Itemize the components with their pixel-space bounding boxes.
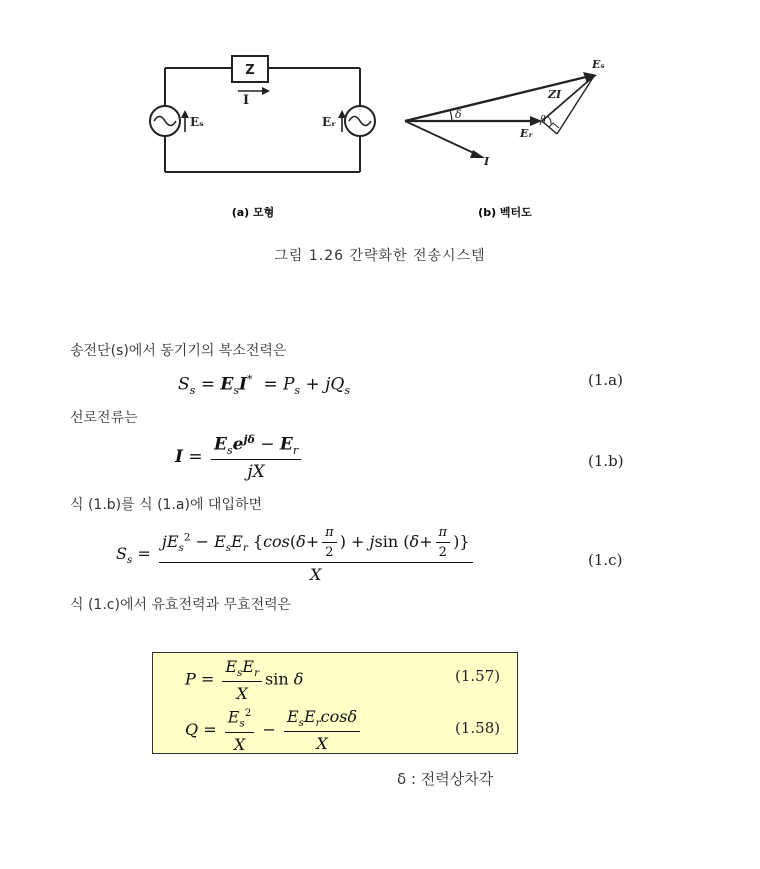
equation-reactive-power: Q = $\frac{E_s^2}{X}$ − $\frac{E_sE_r\cos\delta}{X}$ — [185, 707, 363, 754]
vector-delta-label: δ — [455, 108, 462, 121]
equation-1b: I = $\frac{E_se^{j\delta} - E_r}{jX}$ — [175, 433, 304, 482]
source-right-label: Eᵣ — [322, 115, 337, 129]
equation-reactive-power-number: (1.58) — [455, 719, 501, 737]
paragraph-active-reactive: 식 (1.c)에서 유효전력과 무효전력은 — [70, 597, 292, 613]
delta-definition-note: δ : 전력상차각 — [397, 770, 494, 788]
equation-1a-number: (1.a) — [588, 371, 623, 389]
subfigure-b-label: (b) 벡터도 — [478, 206, 532, 219]
paragraph-line-current: 선로전류는 — [70, 410, 138, 426]
equation-1c: $S_s$ = $jE_s^2 - E_sE_r$ {cos(δ+ $\frac{\pi}{2}$ ) + jsin (δ+ $\frac{\pi}{2}$ )} X — [116, 525, 476, 584]
vector-i-label: I — [484, 155, 490, 168]
vector-beta-label: β — [540, 115, 546, 126]
equation-1a: $S_s = E_sI^* = P_s + jQ_s$ — [178, 373, 351, 398]
vector-zi-label: ZI — [548, 88, 562, 101]
vector-es-label: Eₛ — [592, 58, 605, 71]
equation-active-power-number: (1.57) — [455, 667, 501, 685]
current-label: I — [242, 93, 250, 108]
subfigure-a-label: (a) 모형 — [231, 206, 275, 219]
equation-active-power: P = $\frac{E_sE_r}{X}$ sin δ — [185, 657, 304, 704]
paragraph-complex-power: 송전단(s)에서 동기기의 복소전력은 — [70, 343, 287, 359]
figure-caption: 그림 1.26 간략화한 전송시스템 — [274, 248, 486, 264]
source-left-label: Eₛ — [190, 115, 204, 129]
paragraph-substitute: 식 (1.b)를 식 (1.a)에 대입하면 — [70, 497, 263, 513]
impedance-label: Z — [245, 63, 255, 78]
vector-er-label: Eᵣ — [520, 127, 533, 140]
vector-diagram — [405, 72, 597, 158]
circuit-model — [150, 56, 375, 172]
equation-1c-number: (1.c) — [588, 551, 623, 569]
result-box — [152, 652, 518, 754]
figure-simplified-transmission-system — [0, 0, 760, 240]
equation-1b-number: (1.b) — [588, 452, 624, 470]
